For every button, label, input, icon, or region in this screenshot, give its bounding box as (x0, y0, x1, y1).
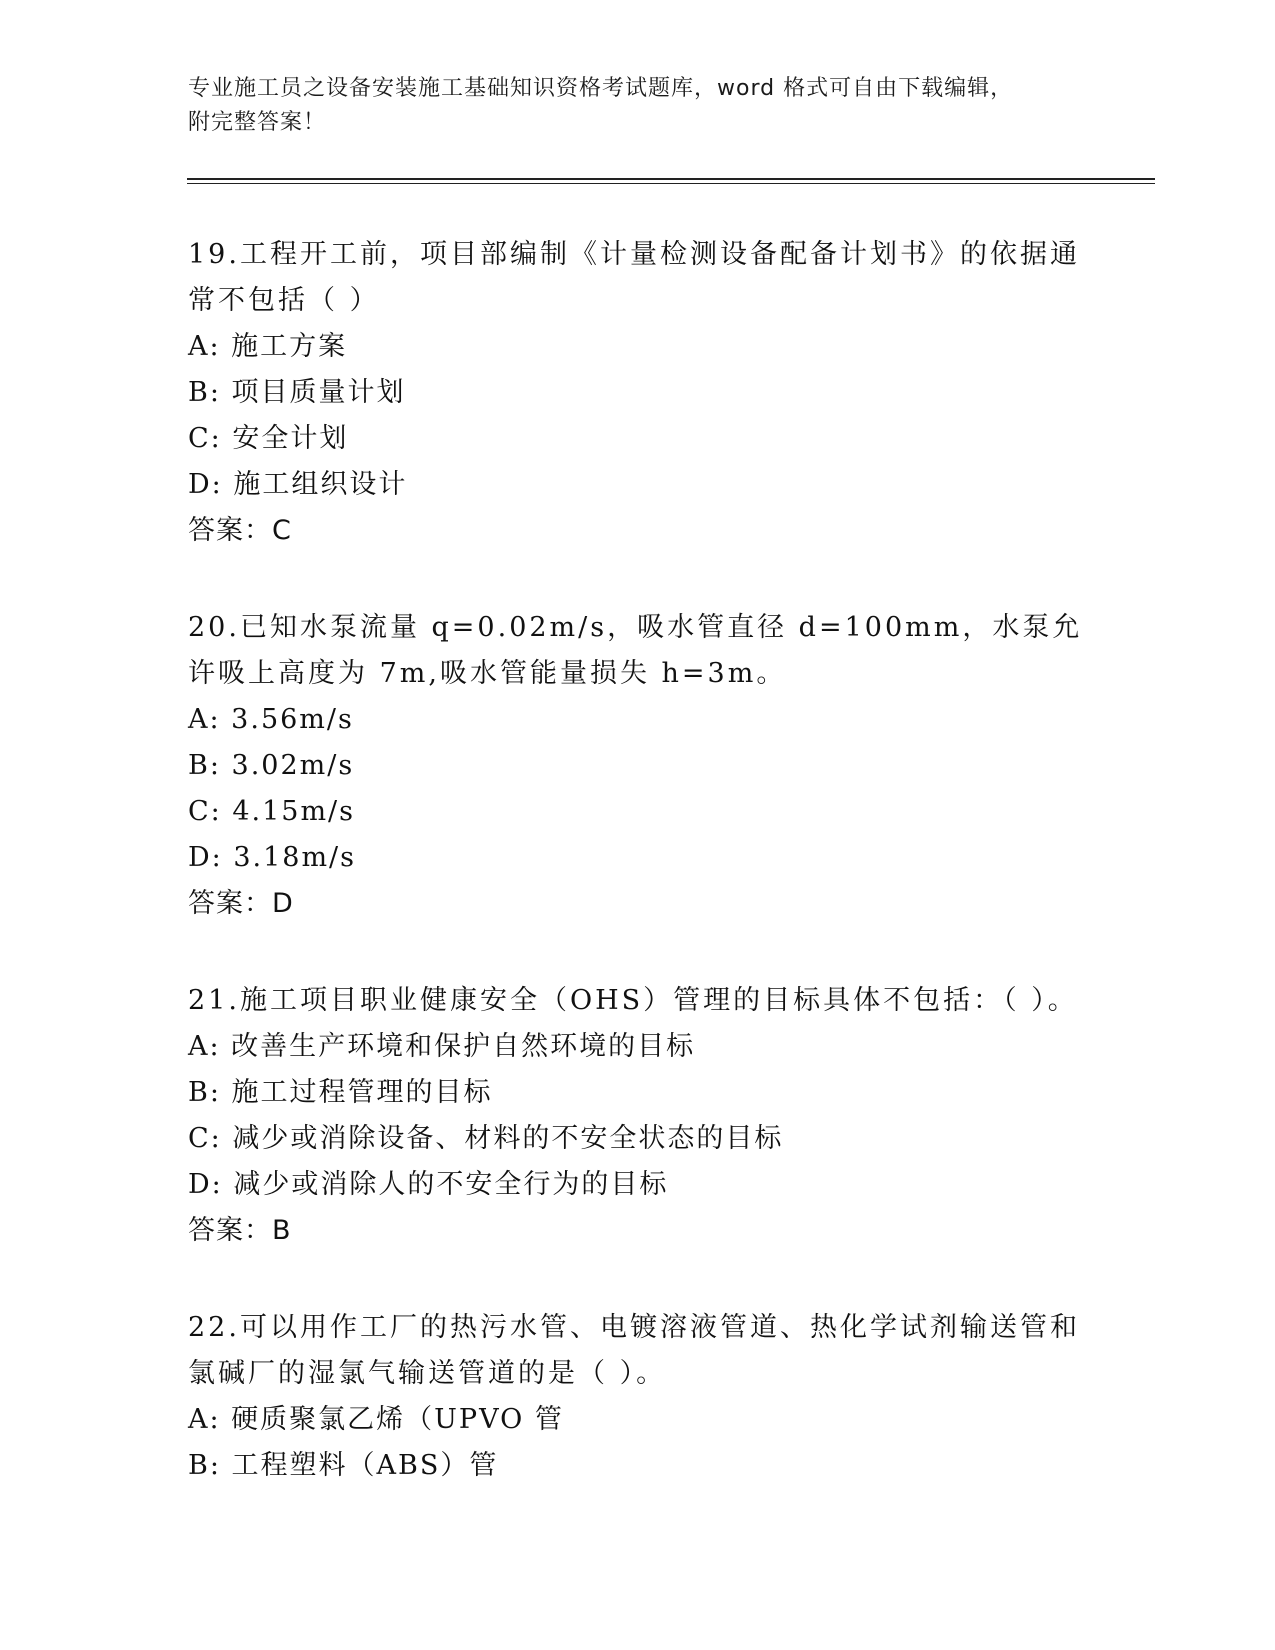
option-a: A: 改善生产环境和保护自然环境的目标 (188, 1031, 696, 1062)
question-stem: 21.施工项目职业健康安全（OHS）管理的目标具体不包括：（ ）。 (188, 985, 1078, 1016)
page-header (188, 72, 1088, 140)
option-d: D: 3.18m/s (188, 842, 356, 873)
header-divider (187, 178, 1155, 184)
answer: 答案：D (188, 888, 294, 919)
question-stem: 20.已知水泵流量 q=0.02m/s，吸水管直径 d=100mm，水泵允许吸上高度为 7m,吸水管能量损失 h=3m。 (188, 612, 1083, 689)
question-19 (188, 232, 1088, 554)
header-line-2: 附完整答案！ (188, 110, 327, 135)
question-21 (188, 978, 1088, 1254)
answer: 答案：C (188, 515, 292, 546)
option-b: B: 施工过程管理的目标 (188, 1077, 493, 1108)
question-list (188, 232, 1088, 1540)
option-d: D: 减少或消除人的不安全行为的目标 (188, 1169, 669, 1200)
option-b: B: 3.02m/s (188, 750, 355, 781)
question-stem: 19.工程开工前，项目部编制《计量检测设备配备计划书》的依据通常不包括（ ） (188, 239, 1080, 316)
answer: 答案：B (188, 1215, 292, 1246)
option-b: B: 项目质量计划 (188, 377, 406, 408)
option-a: A: 硬质聚氯乙烯（UPVO 管 (188, 1404, 564, 1435)
option-c: C: 安全计划 (188, 423, 349, 454)
option-d: D: 施工组织设计 (188, 469, 408, 500)
question-20 (188, 605, 1088, 927)
option-a: A: 施工方案 (188, 331, 348, 362)
option-b: B: 工程塑料（ABS）管 (188, 1450, 499, 1481)
question-stem: 22.可以用作工厂的热污水管、电镀溶液管道、热化学试剂输送管和氯碱厂的湿氯气输送管道的是（ ）。 (188, 1312, 1080, 1389)
option-c: C: 4.15m/s (188, 796, 356, 827)
question-22 (188, 1305, 1088, 1489)
option-a: A: 3.56m/s (188, 704, 354, 735)
header-line-1: 专业施工员之设备安装施工基础知识资格考试题库，word 格式可自由下载编辑， (188, 76, 1014, 101)
option-c: C: 减少或消除设备、材料的不安全状态的目标 (188, 1123, 784, 1154)
